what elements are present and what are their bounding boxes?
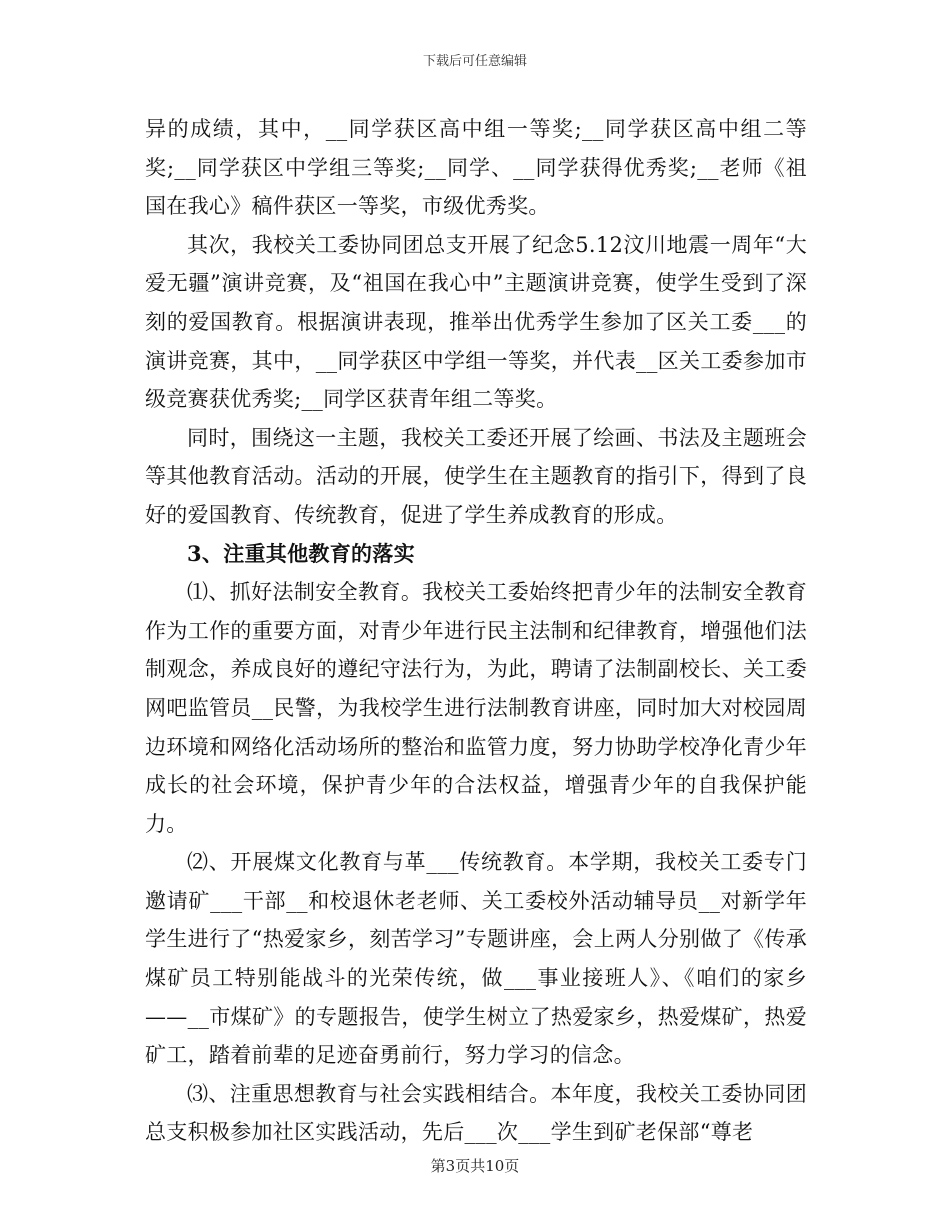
paragraph: ⑵、开展煤文化教育与革___传统教育。本学期，我校关工委专门邀请矿___干部__和校退休老老师、关工委校外活动辅导员__对新学年学生进行了“热爱家乡，刻苦学习”专题讲座，会上两人分别做了《传承煤矿员工特别能战斗的光荣传统，做___事业接班人》、《咱们的家乡——__市煤矿》的专题报告，使学生树立了热爱家乡，热爱煤矿，热爱矿工，踏着前辈的足迹奋勇前行，努力学习的信念。	[145, 850, 807, 1068]
page-footer: 第3页共10页	[430, 1157, 520, 1175]
section-heading: 3、注重其他教育的落实	[187, 540, 415, 566]
paragraph: 其次，我校关工委协同团总支开展了纪念5.12汶川地震一周年“大爱无疆”演讲竞赛，及“祖国在我心中”主题演讲竞赛，使学生受到了深刻的爱国教育。根据演讲表现，推举出优秀学生参加了区关工委___的演讲竞赛，其中，__同学获区中学组一等奖，并代表__区关工委参加市级竞赛获优秀奖;__同学区获青年组二等奖。	[145, 232, 807, 412]
paragraph: ⑶、注重思想教育与社会实践相结合。本年度，我校关工委协同团总支积极参加社区实践活动，先后___次___学生到矿老保部“尊老	[145, 1081, 807, 1145]
document-body	[145, 110, 807, 1152]
paragraph: 同时，围绕这一主题，我校关工委还开展了绘画、书法及主题班会等其他教育活动。活动的开展，使学生在主题教育的指引下，得到了良好的爱国教育、传统教育，促进了学生养成教育的形成。	[145, 425, 807, 527]
paragraph: 异的成绩，其中，__同学获区高中组一等奖;__同学获区高中组二等奖;__同学获区中学组三等奖;__同学、__同学获得优秀奖;__老师《祖国在我心》稿件获区一等奖，市级优秀奖。	[145, 117, 807, 219]
page-header: 下载后可任意编辑	[422, 54, 527, 69]
paragraph: ⑴、抓好法制安全教育。我校关工委始终把青少年的法制安全教育作为工作的重要方面，对青少年进行民主法制和纪律教育，增强他们法制观念，养成良好的遵纪守法行为，为此，聘请了法制副校长、关工委网吧监管员__民警，为我校学生进行法制教育讲座，同时加大对校园周边环境和网络化活动场所的整治和监管力度，努力协助学校净化青少年成长的社会环境，保护青少年的合法权益，增强青少年的自我保护能力。	[145, 580, 807, 836]
